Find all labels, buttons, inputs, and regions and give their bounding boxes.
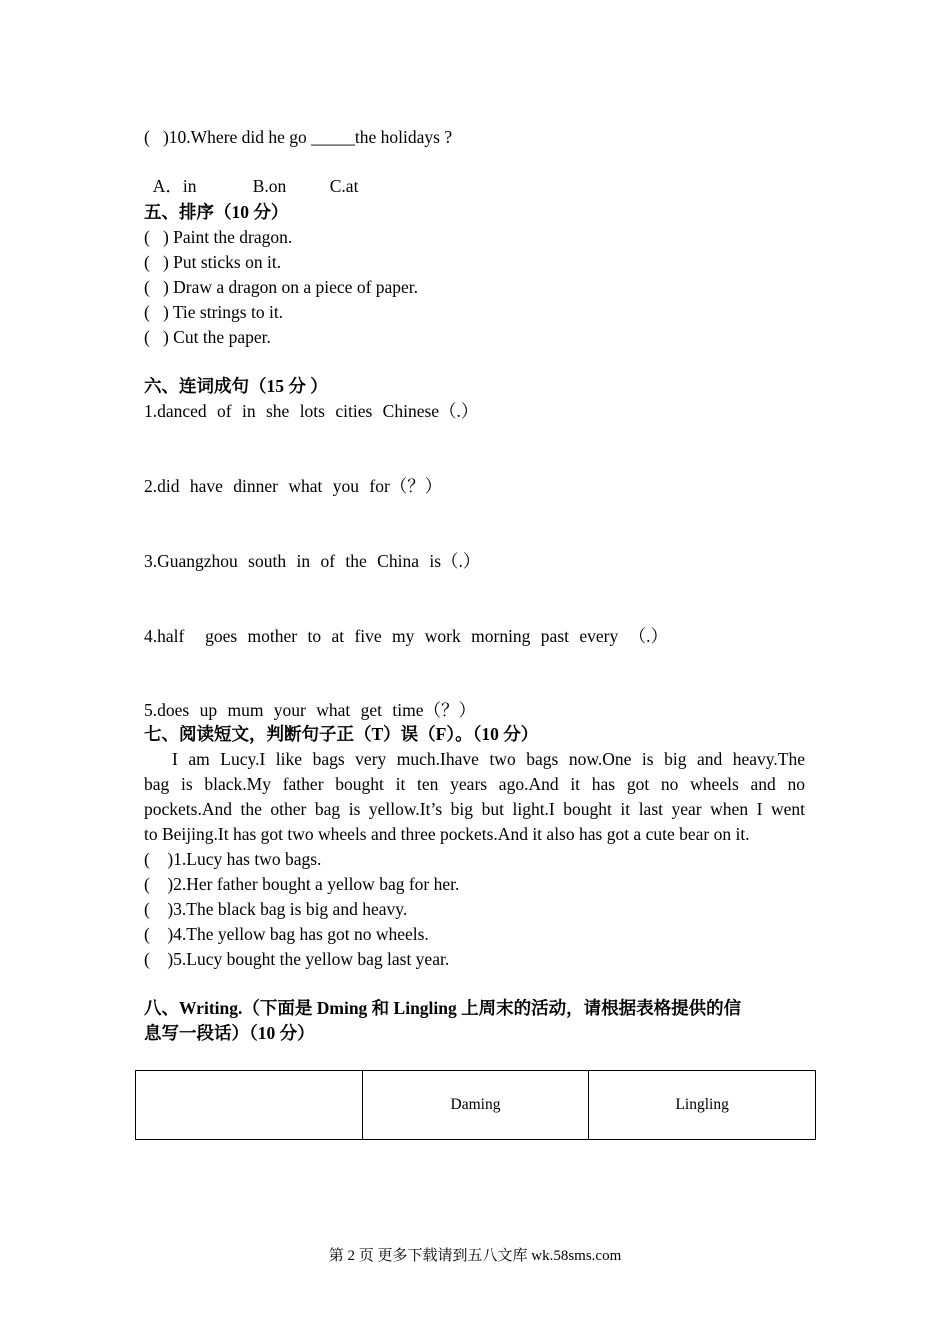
order-item: ( ) Paint the dragon. [144, 227, 293, 247]
judgement-item: ( )3.The black bag is big and heavy. [144, 899, 408, 919]
word-order-item: 3.Guangzhou south in of the China is（.） [144, 551, 481, 571]
passage-line: bag is black.My father bought it ten years ago.And it has got no wheels and no [144, 774, 805, 794]
order-item: ( ) Put sticks on it. [144, 252, 282, 272]
passage-line: pockets.And the other bag is yellow.It’s big but light.I bought it last year when I went [144, 799, 805, 819]
passage-line: to Beijing.It has got two wheels and three pockets.And it also has got a cute bear on it. [144, 824, 750, 844]
table-header-daming: Daming [362, 1071, 589, 1140]
option-b: B.on [252, 176, 287, 196]
judgement-item: ( )5.Lucy bought the yellow bag last year. [144, 949, 450, 969]
section-8-title: 八、Writing.（下面是 Dming 和 Lingling 上周末的活动，请根据表格提供的信 [144, 998, 742, 1018]
section-6-title: 六、连词成句（15 分 ） [144, 376, 328, 396]
word-order-item: 1.danced of in she lots cities Chinese（.） [144, 401, 479, 421]
question-10-stem: ( )10.Where did he go _____the holidays ? [144, 127, 453, 147]
passage-line: I am Lucy.I like bags very much.Ihave two bags now.One is big and heavy.The [172, 749, 805, 769]
word-order-item: 5.does up mum your what get time（？） [144, 700, 477, 720]
page-footer: 第 2 页 更多下载请到五八文库 wk.58sms.com [328, 1248, 622, 1264]
word-order-item: 4.half goes mother to at five my work morning past every （.） [144, 626, 668, 646]
order-item: ( ) Draw a dragon on a piece of paper. [144, 277, 419, 297]
judgement-item: ( )2.Her father bought a yellow bag for her. [144, 874, 460, 894]
section-5-title: 五、排序（10 分） [144, 202, 289, 222]
section-8-title-cont: 息写一段话）（10 分） [144, 1023, 315, 1043]
table-cell-blank [136, 1071, 363, 1140]
question-10-options [144, 150, 358, 198]
order-item: ( ) Tie strings to it. [144, 302, 284, 322]
option-a: A．in [152, 176, 197, 196]
option-c: C.at [329, 176, 359, 196]
table-header-lingling: Lingling [589, 1071, 816, 1140]
activity-table [135, 1070, 816, 1140]
judgement-item: ( )4.The yellow bag has got no wheels. [144, 924, 429, 944]
order-item: ( ) Cut the paper. [144, 327, 271, 347]
judgement-item: ( )1.Lucy has two bags. [144, 849, 322, 869]
table-row [136, 1071, 816, 1140]
word-order-item: 2.did have dinner what you for（？） [144, 476, 443, 496]
section-7-title: 七、阅读短文，判断句子正（T）误（F）。（10 分） [144, 724, 539, 744]
